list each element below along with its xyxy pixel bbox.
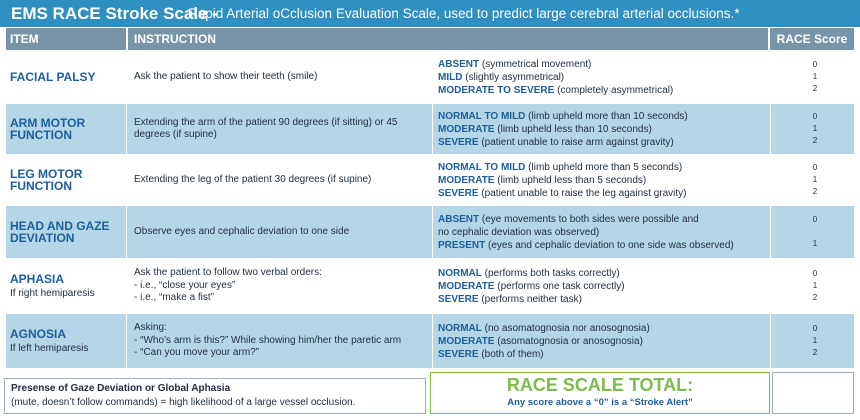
- score-value: 1: [812, 239, 818, 248]
- option-desc: (limb upheld less than 5 seconds): [494, 174, 647, 186]
- column-divider: [770, 52, 771, 368]
- item-name: APHASIA: [10, 272, 65, 286]
- race-total-score-field: [772, 372, 854, 414]
- header-score-label: RACE Score: [776, 32, 848, 46]
- option-desc: (patient unable to raise arm against gravity): [478, 136, 674, 148]
- table-row-head-gaze: [6, 206, 854, 258]
- option-label: PRESENT: [438, 239, 486, 251]
- option-desc: (both of them): [478, 348, 544, 360]
- item-cell: [10, 206, 126, 258]
- score-value: 2: [812, 84, 818, 93]
- title-banner: [0, 0, 860, 27]
- instruction-text: Extending the leg of the patient 30 degrees (if supine): [134, 173, 372, 185]
- option-line: [438, 348, 774, 361]
- table-row-arm-motor: [6, 104, 854, 154]
- option-label: SEVERE: [438, 136, 479, 148]
- score-value: 1: [812, 336, 818, 345]
- gaze-aphasia-note: [4, 378, 426, 414]
- option-desc: (symmetrical movement): [479, 58, 592, 70]
- option-line: [438, 280, 774, 293]
- option-line: [438, 136, 774, 149]
- header-options: [434, 28, 768, 50]
- options-cell: [438, 206, 774, 258]
- table-row-facial-palsy: [6, 52, 854, 102]
- score-value: 0: [812, 112, 818, 121]
- option-desc: (patient unable to raise the leg against gravity): [478, 187, 687, 199]
- option-desc: (asomatognosia or anosognosia): [494, 335, 643, 347]
- option-label: MODERATE: [438, 280, 495, 292]
- instruction-text: Observe eyes and cephalic deviation to one side: [134, 225, 350, 237]
- option-label: NORMAL TO MILD: [438, 161, 526, 173]
- option-label: ABSENT: [438, 58, 480, 70]
- scale-title: EMS RACE Stroke Scale -: [11, 4, 218, 23]
- header-item: [6, 28, 126, 50]
- score-value: 0: [812, 163, 818, 172]
- item-condition: If right hemiparesis: [10, 288, 95, 299]
- option-line: [438, 84, 774, 97]
- options-cell: [438, 260, 774, 312]
- option-desc: no cephalic deviation was observed): [438, 226, 600, 238]
- option-label: NORMAL: [438, 322, 482, 334]
- option-desc: (limb upheld more than 10 seconds): [525, 110, 688, 122]
- option-line: [438, 187, 774, 200]
- score-cell: [776, 52, 854, 102]
- item-condition: If left hemiparesis: [10, 343, 89, 354]
- item-name: ARM MOTOR FUNCTION: [10, 116, 86, 142]
- score-value: 2: [812, 293, 818, 302]
- instruction-line: - “Can you move your arm?”: [134, 347, 260, 359]
- item-cell: [10, 314, 126, 368]
- options-cell: [438, 52, 774, 102]
- option-line: [438, 174, 774, 187]
- item-name: LEG MOTOR FUNCTION: [10, 167, 83, 193]
- item-name: AGNOSIA: [10, 327, 67, 341]
- instruction-text: Ask the patient to show their teeth (smile): [134, 70, 318, 82]
- option-label: SEVERE: [438, 348, 479, 360]
- score-value: 0: [812, 269, 818, 278]
- option-line: [438, 71, 774, 84]
- instruction-line: - i.e., “close your eyes”: [134, 279, 236, 291]
- score-value: 0: [812, 215, 818, 224]
- score-value: 0: [812, 60, 818, 69]
- option-label: ABSENT: [438, 213, 480, 225]
- option-desc: (limb upheld less than 10 seconds): [494, 123, 652, 135]
- option-line: [438, 226, 774, 239]
- options-cell: [438, 156, 774, 204]
- score-value: 2: [812, 136, 818, 145]
- instruction-cell: [134, 206, 432, 258]
- header-instruction: [128, 28, 434, 50]
- race-total-box: [430, 372, 770, 414]
- score-value: 1: [812, 124, 818, 133]
- score-value: 1: [812, 281, 818, 290]
- option-label: SEVERE: [438, 293, 479, 305]
- stroke-alert-note: Any score above a “0” is a “Stroke Alert”: [507, 397, 693, 408]
- race-total-label: RACE SCALE TOTAL:: [506, 375, 694, 395]
- option-line: [438, 267, 774, 280]
- option-label: MODERATE: [438, 174, 495, 186]
- header-score: [770, 28, 854, 50]
- table-row-aphasia: [6, 260, 854, 312]
- option-label: MODERATE: [438, 335, 495, 347]
- option-label: SEVERE: [438, 187, 479, 199]
- option-line: [438, 335, 774, 348]
- note-line-1: Presense of Gaze Deviation or Global Aphasia: [11, 383, 231, 394]
- table-row-leg-motor: [6, 156, 854, 204]
- score-value: 2: [812, 187, 818, 196]
- option-line: [438, 322, 774, 335]
- option-desc: (performs one task correctly): [494, 280, 625, 292]
- instruction-line: Asking:: [134, 322, 167, 334]
- option-line: [438, 58, 774, 71]
- score-value: 0: [812, 324, 818, 333]
- instruction-cell: [134, 52, 432, 102]
- score-cell: [776, 156, 854, 204]
- note-text: [11, 382, 355, 410]
- option-label: NORMAL TO MILD: [438, 110, 526, 122]
- option-desc: (eye movements to both sides were possible and: [479, 213, 699, 225]
- option-label: MODERATE: [438, 123, 495, 135]
- instruction-cell: [134, 260, 432, 312]
- instruction-line: Ask the patient to follow two verbal orders:: [134, 267, 322, 279]
- option-desc: (performs both tasks correctly): [481, 267, 620, 279]
- instruction-cell: [134, 314, 432, 368]
- item-name: HEAD AND GAZE DEVIATION: [10, 219, 110, 245]
- item-cell: [10, 260, 126, 312]
- option-desc: (limb upheld more than 5 seconds): [525, 161, 683, 173]
- score-value: 2: [812, 348, 818, 357]
- option-desc: (slightly asymmetrical): [462, 71, 565, 83]
- instruction-line: - i.e., “make a fist”: [134, 292, 215, 304]
- scale-subtitle: Rapid Arterial oCclusion Evaluation Scale, used to predict large cerebral arterial occlusions.*: [188, 6, 740, 21]
- option-line: [438, 293, 774, 306]
- option-label: MILD: [438, 71, 463, 83]
- option-line: [438, 161, 774, 174]
- score-value: 1: [812, 72, 818, 81]
- options-cell: [438, 314, 774, 368]
- score-cell: [776, 314, 854, 368]
- score-cell: [776, 260, 854, 312]
- score-cell: [776, 104, 854, 154]
- item-cell: [10, 104, 126, 154]
- instruction-text: Extending the arm of the patient 90 degrees (if sitting) or 45 degrees (if supine): [134, 116, 398, 140]
- item-cell: [10, 156, 126, 204]
- instruction-cell: [134, 156, 432, 204]
- options-cell: [438, 104, 774, 154]
- item-cell: [10, 52, 126, 102]
- header-item-label: ITEM: [10, 32, 39, 46]
- instruction-cell: [134, 104, 432, 154]
- table-row-agnosia: [6, 314, 854, 368]
- note-line-2: (mute, doesn’t follow commands) = high likelihood of a large vessel occlusion.: [11, 397, 356, 408]
- instruction-line: - “Who’s arm is this?” While showing him/her the paretic arm: [134, 334, 402, 346]
- option-label: MODERATE TO SEVERE: [438, 84, 555, 96]
- option-line: [438, 213, 774, 226]
- item-name: FACIAL PALSY: [10, 70, 96, 84]
- header-instruction-label: INSTRUCTION: [134, 32, 216, 46]
- column-divider: [432, 52, 433, 368]
- option-desc: (completely asymmetrical): [554, 84, 674, 96]
- option-desc: (performs neither task): [478, 293, 582, 305]
- option-desc: (eyes and cephalic deviation to one side was observed): [485, 239, 734, 251]
- score-value: 1: [812, 175, 818, 184]
- column-divider: [126, 52, 127, 368]
- option-line: [438, 110, 774, 123]
- option-label: NORMAL: [438, 267, 482, 279]
- option-desc: (no asomatognosia nor anosognosia): [481, 322, 650, 334]
- option-line: [438, 123, 774, 136]
- score-cell: [776, 206, 854, 258]
- option-line: [438, 239, 774, 252]
